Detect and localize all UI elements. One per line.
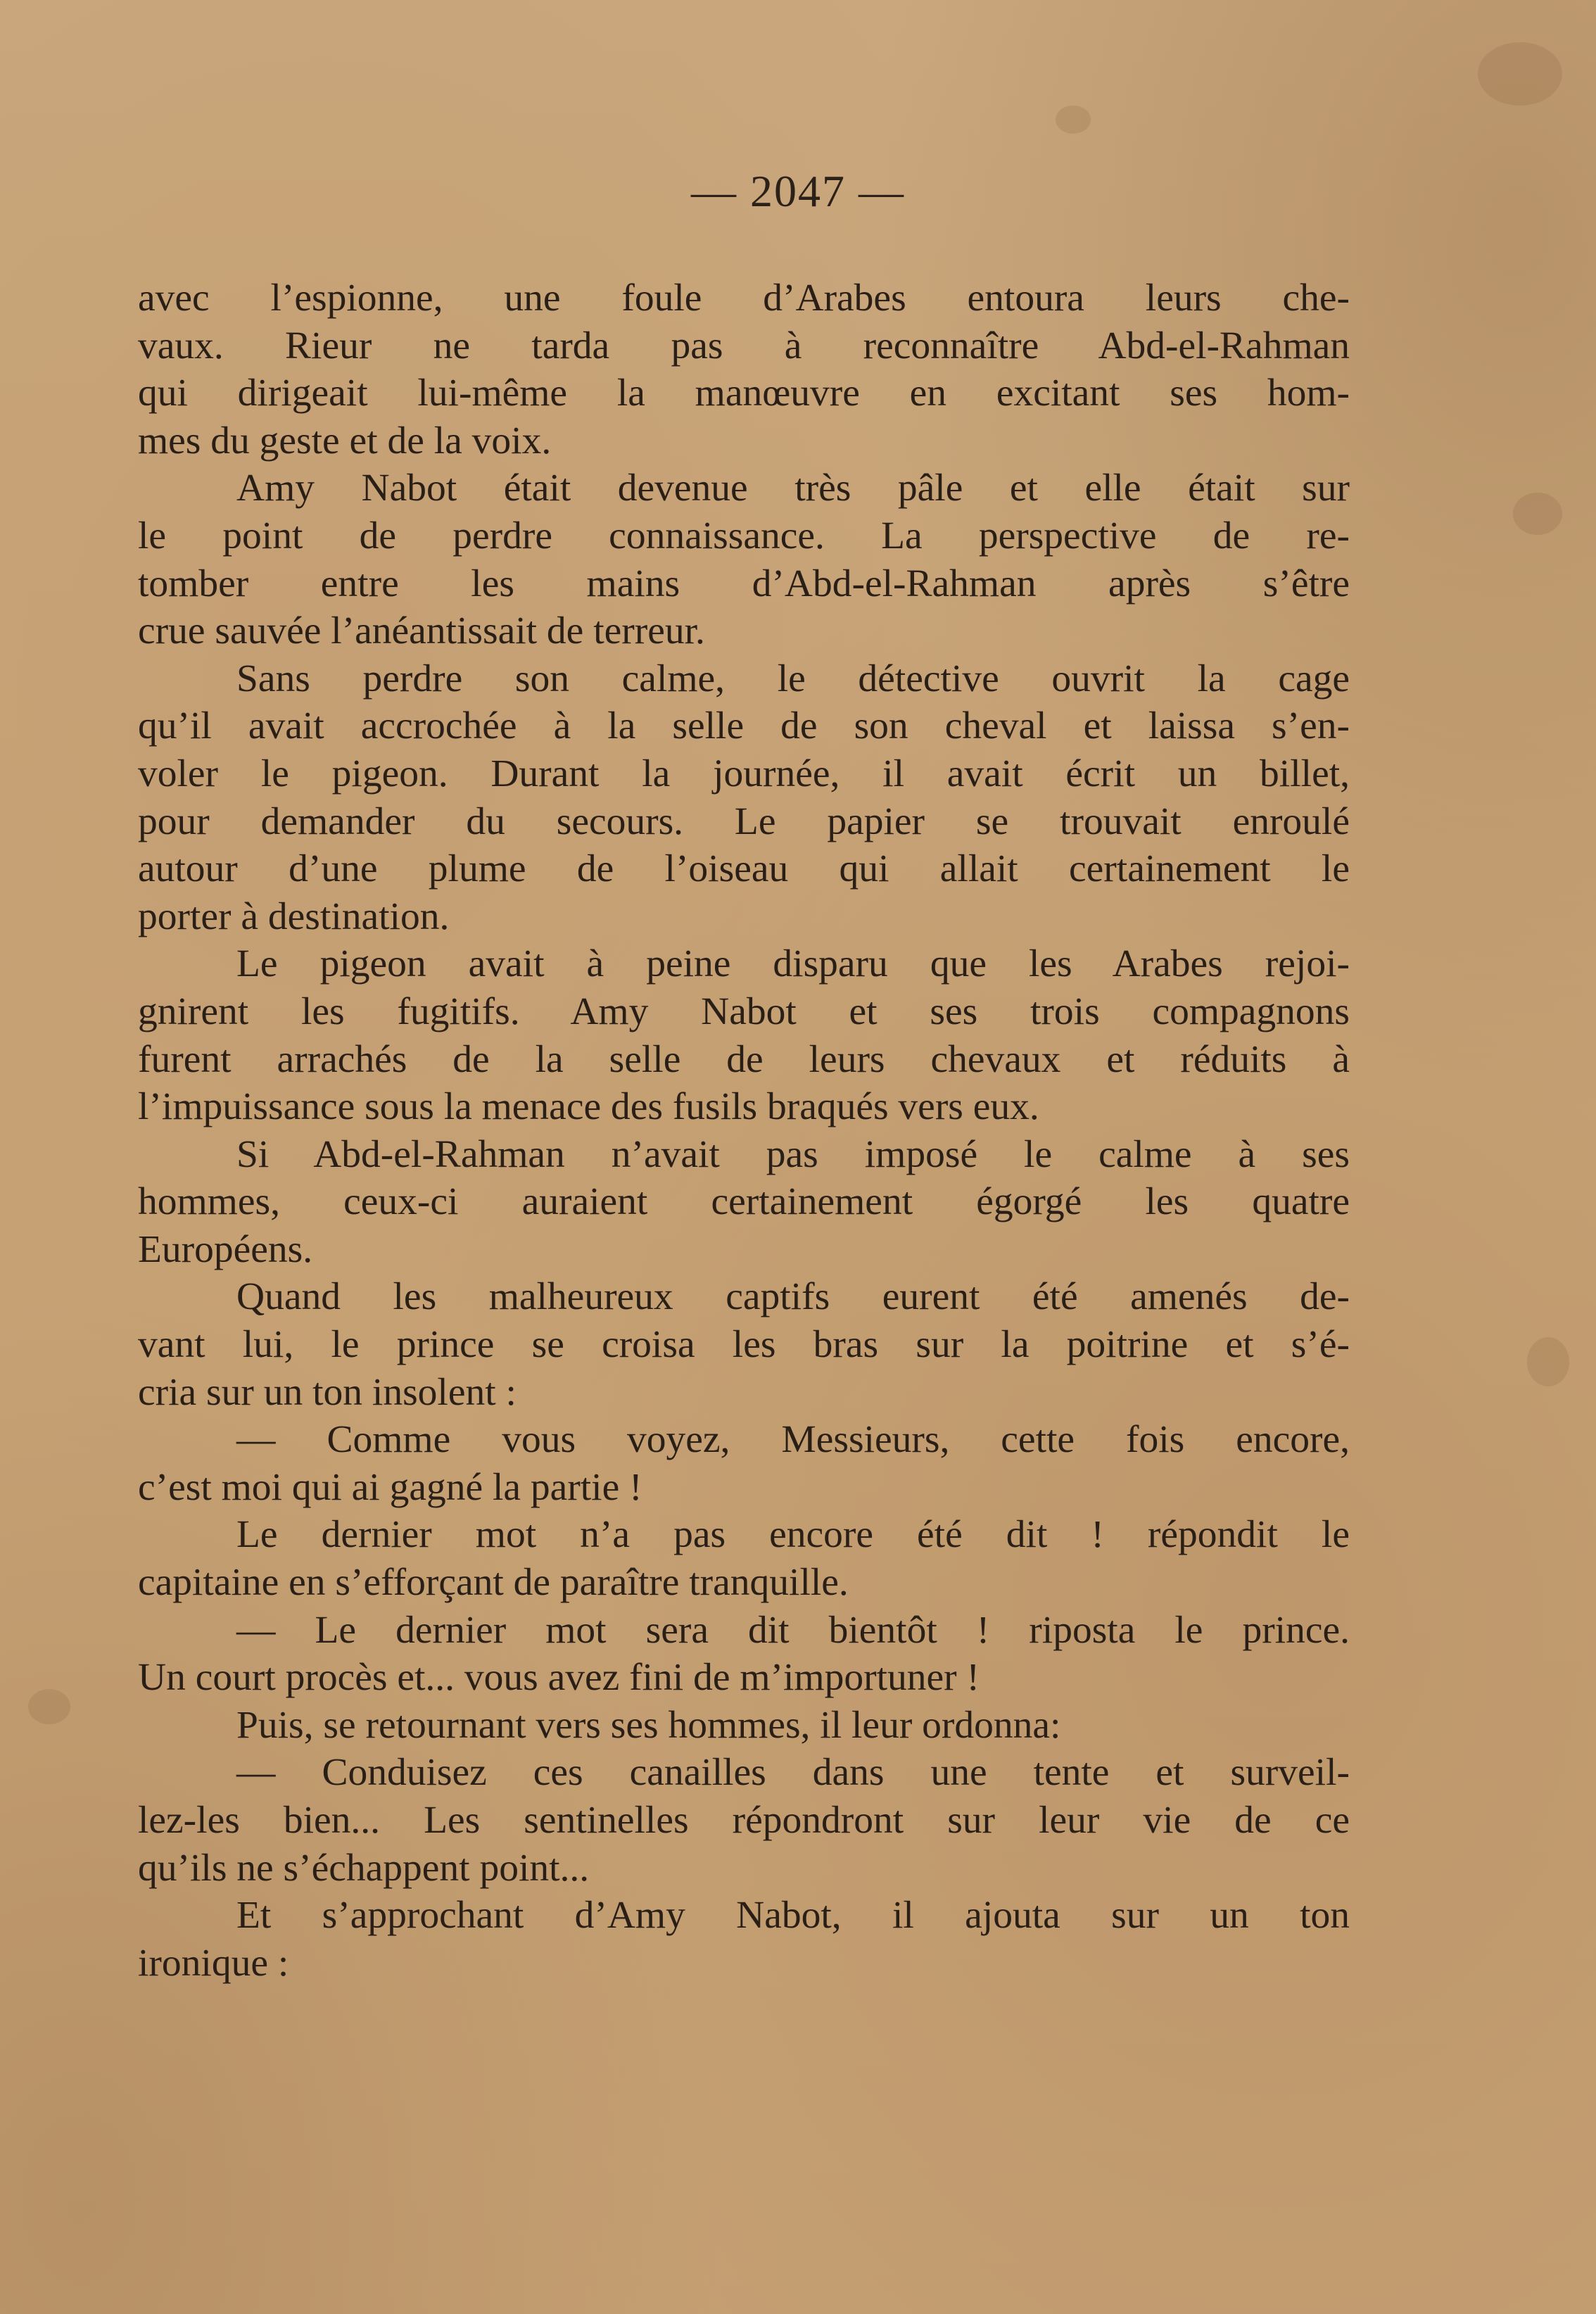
paper-stain <box>1513 493 1562 535</box>
text-line: vaux. Rieur ne tarda pas à reconnaître Abd-el-Rahman <box>138 324 1350 367</box>
body-text <box>138 274 1350 1987</box>
paper-stain <box>28 1689 70 1724</box>
text-line: l’impuissance sous la menace des fusils braqués vers eux. <box>138 1085 1039 1129</box>
text-line: Quand les malheureux captifs eurent été amenés de- <box>236 1275 1350 1319</box>
text-line: hommes, ceux-ci auraient certainement égorgé les quatre <box>138 1180 1350 1224</box>
text-line: cria sur un ton insolent : <box>138 1370 517 1414</box>
paper-stain <box>1478 42 1562 106</box>
paper-stain <box>1056 106 1091 134</box>
text-line: lez-les bien... Les sentinelles répondront sur leur vie de ce <box>138 1799 1350 1842</box>
text-line: Et s’approchant d’Amy Nabot, il ajouta sur un ton <box>236 1894 1350 1937</box>
text-line: Un court procès et... vous avez fini de m’importuner ! <box>138 1656 980 1700</box>
text-line: gnirent les fugitifs. Amy Nabot et ses trois compagnons <box>138 990 1350 1033</box>
text-line: c’est moi qui ai gagné la partie ! <box>138 1465 642 1509</box>
text-line: qui dirigeait lui-même la manœuvre en excitant ses hom- <box>138 372 1350 415</box>
text-line: Amy Nabot était devenue très pâle et elle était sur <box>236 467 1350 510</box>
text-line: qu’il avait accrochée à la selle de son cheval et laissa s’en- <box>138 704 1350 748</box>
text-line: voler le pigeon. Durant la journée, il avait écrit un billet, <box>138 752 1350 795</box>
text-line: Si Abd-el-Rahman n’avait pas imposé le calme à ses <box>236 1132 1350 1176</box>
text-line: — Le dernier mot sera dit bientôt ! riposta le prince. <box>236 1608 1350 1652</box>
paper-stain <box>1527 1337 1569 1386</box>
text-line: Sans perdre son calme, le détective ouvrit la cage <box>236 657 1350 700</box>
text-line: furent arrachés de la selle de leurs chevaux et réduits à <box>138 1037 1350 1081</box>
text-line: vant lui, le prince se croisa les bras sur la poitrine et s’é- <box>138 1323 1350 1367</box>
text-line: — Conduisez ces canailles dans une tente et surveil- <box>236 1751 1350 1795</box>
text-line: avec l’espionne, une foule d’Arabes entoura leurs che- <box>138 277 1350 320</box>
text-line: capitaine en s’efforçant de paraître tranquille. <box>138 1561 849 1605</box>
text-line: Européens. <box>138 1227 313 1271</box>
text-line: tomber entre les mains d’Abd-el-Rahman après s’être <box>138 562 1350 605</box>
page-number: — 2047 — <box>691 166 905 216</box>
text-line: mes du geste et de la voix. <box>138 419 552 462</box>
text-line: Puis, se retournant vers ses hommes, il leur ordonna: <box>236 1703 1061 1747</box>
text-line: qu’ils ne s’échappent point... <box>138 1846 590 1890</box>
text-line: Le pigeon avait à peine disparu que les Arabes rejoi- <box>236 942 1350 986</box>
text-line: Le dernier mot n’a pas encore été dit ! répondit le <box>236 1513 1350 1557</box>
text-line: ironique : <box>138 1941 289 1985</box>
text-line: porter à destination. <box>138 894 450 938</box>
text-line: autour d’une plume de l’oiseau qui allait certainement le <box>138 847 1350 891</box>
text-line: crue sauvée l’anéantissait de terreur. <box>138 609 705 653</box>
text-line: pour demander du secours. Le papier se trouvait enroulé <box>138 799 1350 843</box>
text-line: — Comme vous voyez, Messieurs, cette fois encore, <box>236 1418 1350 1462</box>
text-line: le point de perdre connaissance. La perspective de re- <box>138 514 1350 557</box>
